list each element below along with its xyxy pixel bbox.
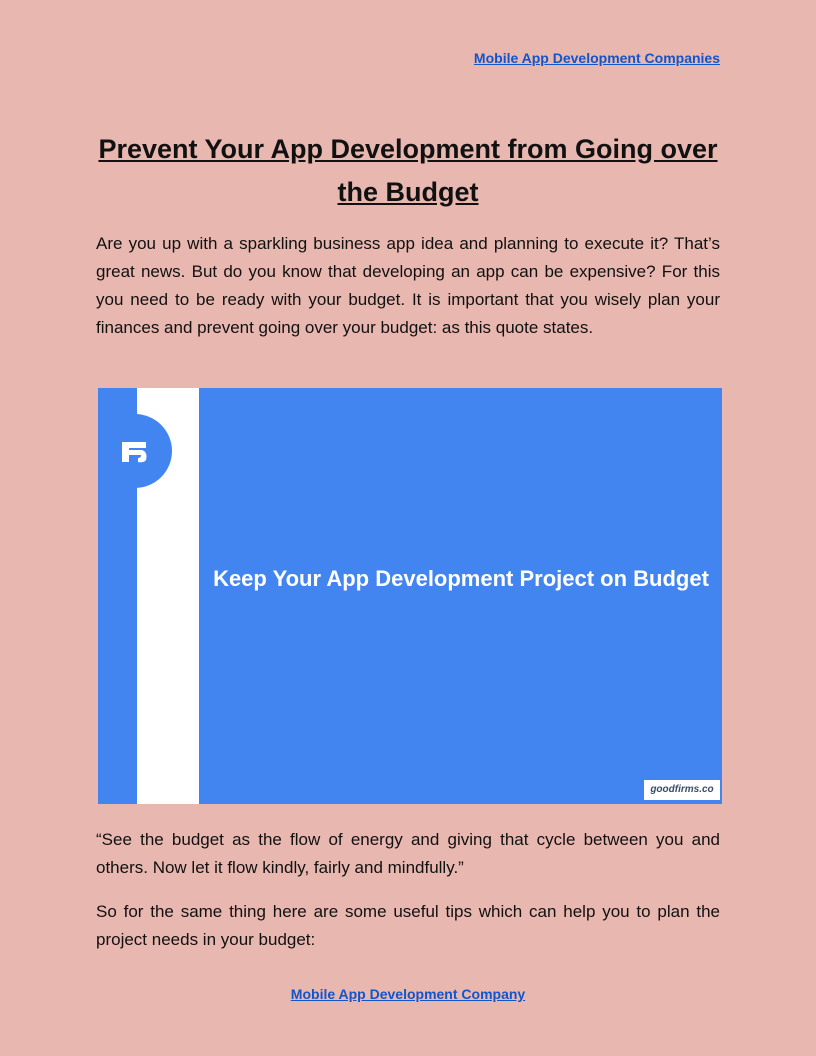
quote-paragraph: “See the budget as the flow of energy and giving that cycle between you and others. Now let it flow kindly, fairly and mindfully.” [96, 830, 720, 877]
banner-badge: goodfirms.co [644, 780, 720, 800]
goodfirms-logo-icon [118, 438, 150, 466]
footer-link[interactable]: Mobile App Development Company [290, 986, 526, 1002]
header-link[interactable]: Mobile App Development Companies [473, 50, 720, 66]
banner-image [98, 388, 722, 804]
page-title: Prevent Your App Development from Going over the Budget [98, 134, 718, 207]
intro-paragraph: Are you up with a sparkling business app idea and planning to execute it? That’s great news. But do you know that developing an app can be expensive? For this you need to be ready with your budget. It is important that you wisely plan your finances and prevent going over your budget: as this quote states. [96, 234, 720, 337]
banner-text: Keep Your App Development Project on Budget [213, 566, 709, 591]
tips-intro-paragraph: So for the same thing here are some useful tips which can help you to plan the project needs in your budget: [96, 902, 720, 949]
